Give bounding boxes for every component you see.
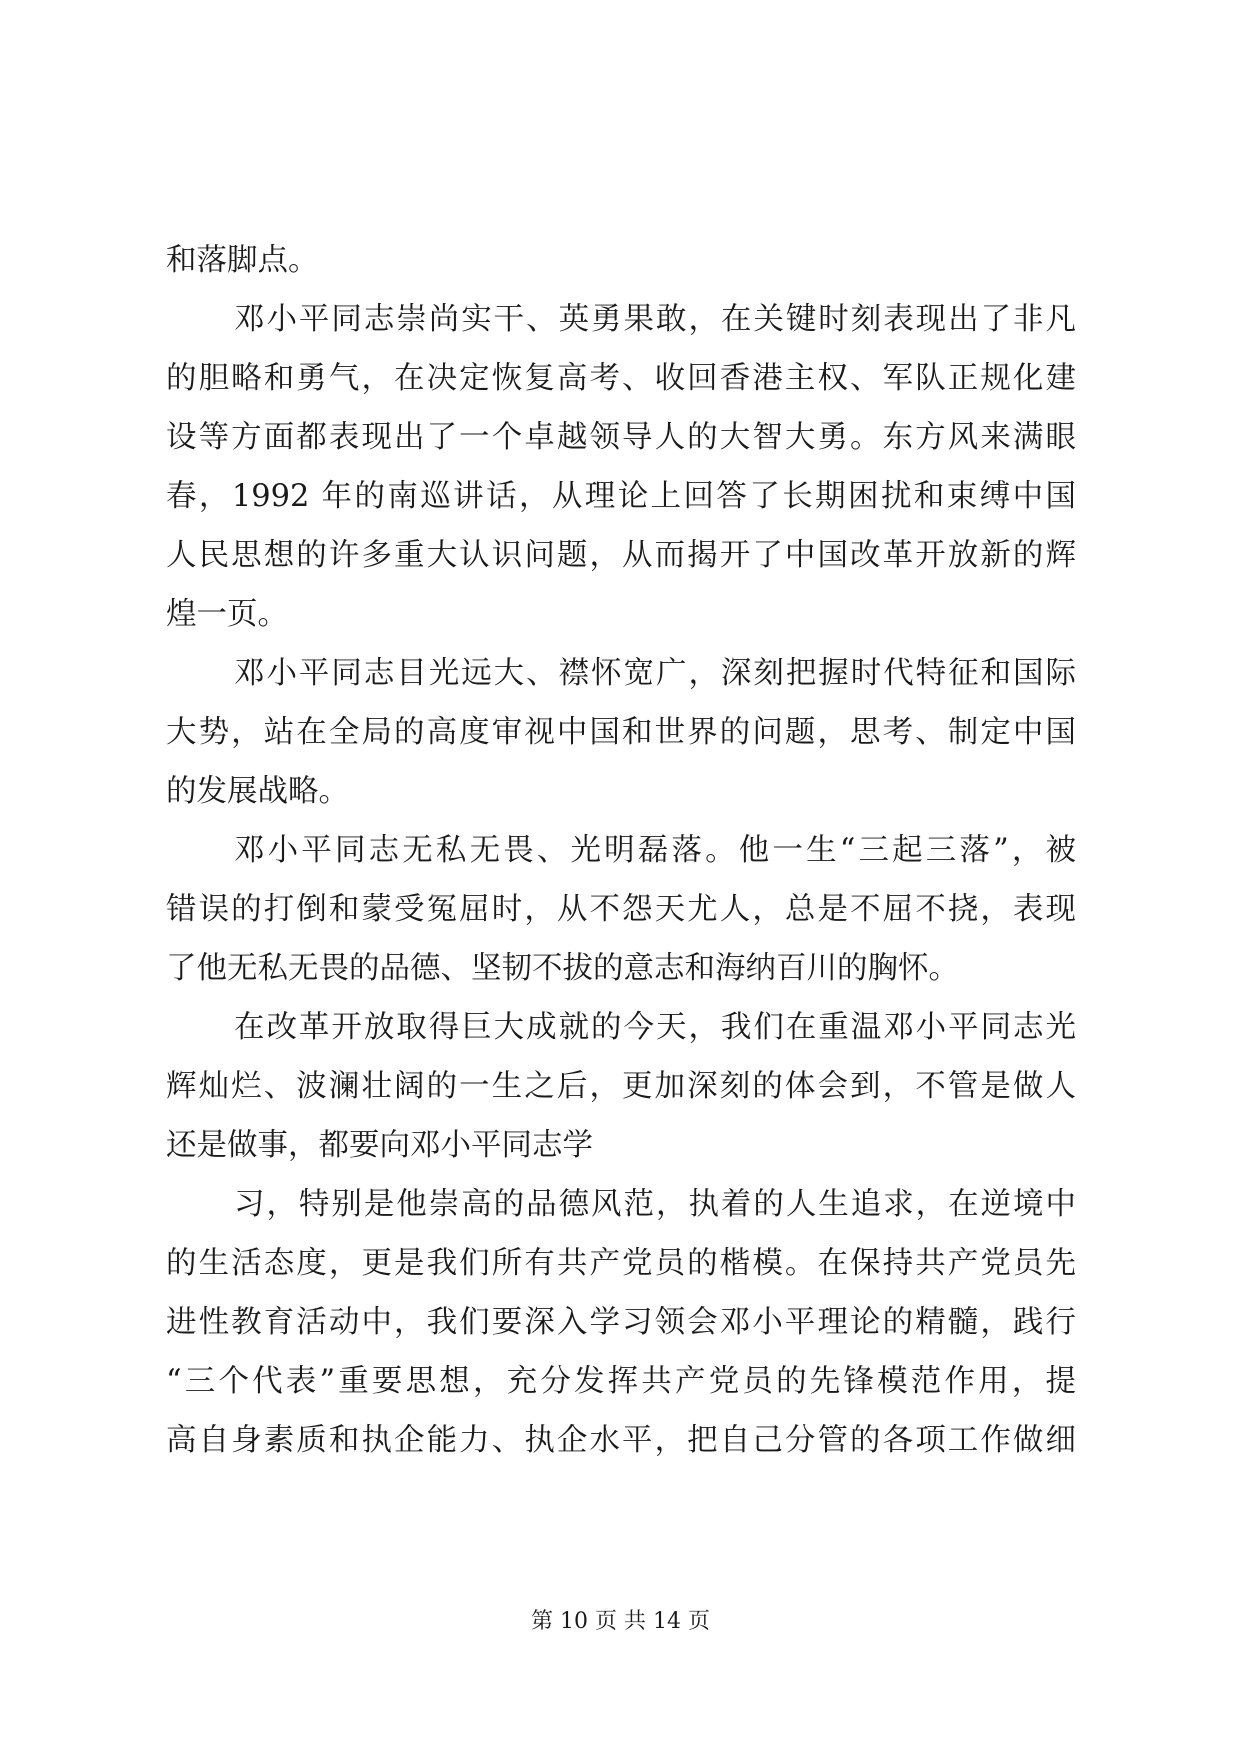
text-line: 邓小平同志无私无畏、光明磊落。他一生“三起三落”，被: [234, 833, 1076, 868]
text-line: 的胆略和勇气，在决定恢复高考、收回香港主权、军队正规化建: [166, 361, 1076, 396]
text-line: 了他无私无畏的品德、坚韧不拔的意志和海纳百川的胸怀。: [166, 951, 959, 986]
text-line: 煌一页。: [166, 597, 288, 632]
text-line: 的生活态度，更是我们所有共产党员的楷模。在保持共产党员先: [166, 1246, 1076, 1281]
text-line: 错误的打倒和蒙受冤屈时，从不怨天尤人，总是不屈不挠，表现: [166, 892, 1076, 927]
text-line: 邓小平同志目光远大、襟怀宽广，深刻把握时代特征和国际: [234, 656, 1076, 691]
text-line: 的发展战略。: [166, 774, 349, 809]
text-line: 在改革开放取得巨大成就的今天，我们在重温邓小平同志光: [234, 1010, 1076, 1045]
text-line: 大势，站在全局的高度审视中国和世界的问题，思考、制定中国: [166, 715, 1076, 750]
text-line: 高自身素质和执企能力、执企水平，把自己分管的各项工作做细: [166, 1423, 1076, 1458]
text-line: 辉灿烂、波澜壮阔的一生之后，更加深刻的体会到，不管是做人: [166, 1069, 1076, 1104]
text-line: 邓小平同志崇尚实干、英勇果敢，在关键时刻表现出了非凡: [234, 302, 1076, 337]
text-line: “三个代表”重要思想，充分发挥共产党员的先锋模范作用，提: [166, 1364, 1076, 1399]
text-line: 设等方面都表现出了一个卓越领导人的大智大勇。东方风来满眼: [166, 420, 1076, 455]
text-line: 进性教育活动中，我们要深入学习领会邓小平理论的精髓，践行: [166, 1305, 1076, 1340]
text-line: 春，1992 年的南巡讲话，从理论上回答了长期困扰和束缚中国: [166, 479, 1076, 514]
text-line: 还是做事，都要向邓小平同志学: [166, 1128, 593, 1163]
text-line: 和落脚点。: [166, 243, 319, 278]
body-text: [166, 231, 1076, 1470]
page-number-footer: 第 10 页 共 14 页: [531, 1609, 710, 1634]
text-line: 人民思想的许多重大认识问题，从而揭开了中国改革开放新的辉: [166, 538, 1076, 573]
text-line: 习，特别是他崇高的品德风范，执着的人生追求，在逆境中: [234, 1187, 1076, 1222]
